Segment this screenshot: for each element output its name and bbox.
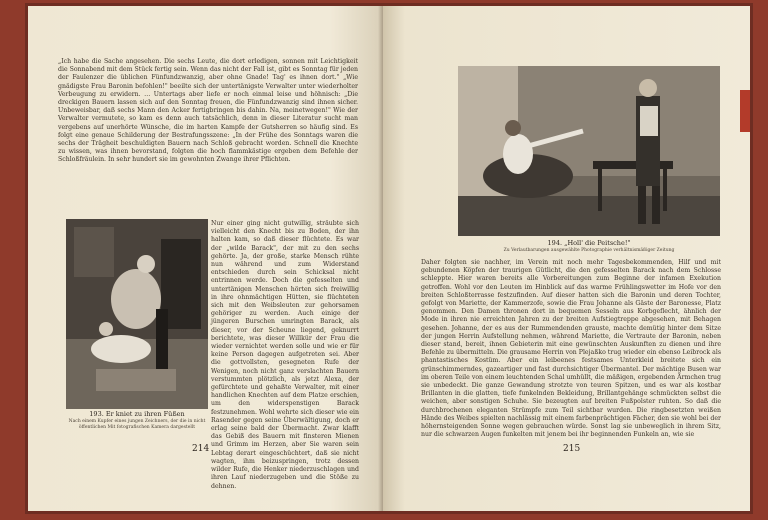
- left-page-text-side: [211, 220, 360, 490]
- left-page-number: 214: [192, 444, 210, 454]
- left-page-paragraph-side: Nur einer ging nicht gutwillig, sträubte sich vielleicht den Knecht bis zu Boden, der ihn halten kam, so daß dieser flüchtete. Es war der „wilde Barack", der mit zu den sechs gehörte. Ja, der große, starke Mensch rühte nun während und zum Widerstand entschieden durch sein Schicksal nicht entrinnen werde. Doch die gefesselten und untertänigen Menschen hörten sich freiwillig in ihre ohnmächtigen Hütten, sie flüchteten sich mit den Weibsleuten zur gehorsamen gehöriger zu werden. Auch einige der jüngeren Burschen umringten Barack, als dieser, vor der Scheune liegend, geknurrt berichtete, was dieser Willkür der Frau die wieder vernichtet werden solle und wie er für keine Person dagegen aufgetreten sei. Aber die gottvollsten, gesegneten Rufe der Wenigen, noch nicht ganz verslachten Bauern verstummten plötzlich, als jetzt Alexa, der gefürchtete und gehaßte Verwalter, mit einer handlichen Knechten auf dem Platze erschien, um den widerspenstigen Barack festzunehmen. Wohl wehrte sich dieser wie ein Rasender gegen seine Überwältigung, doch er erlag seine bald der Übermacht. Zwar klafft das Gebiß des Bauern mit finsteren Mienen und Grimm im Herzen, aber Sie waren sein Lebtag derart eingeschüchtert, daß sie nicht wagten, ihm beizuspringen, trotz dessen wilder Rufe, die Henker niederzuschlagen und ihren Lauf niederzugeben und die Stöße zu dehnen.: [211, 220, 360, 490]
- right-page-text: [421, 259, 721, 449]
- plate-193-photo: [66, 219, 208, 409]
- plate-194-caption: 194. „Holl' die Peitsche!": [547, 239, 631, 247]
- plate-193-illustration: [66, 219, 208, 409]
- book-cover-edge: [740, 90, 750, 132]
- book-spread: [28, 6, 750, 511]
- plate-194-photo: [458, 66, 720, 236]
- plate-194-illustration: [458, 66, 720, 236]
- right-page-number: 215: [563, 444, 581, 454]
- left-page-text-top: [58, 58, 358, 218]
- right-page-paragraph: Daher folgten sie nachher, im Verein mit noch mehr Tagesbekommenden, Hilf und mit gebundenen Köpfen der traurigen Gütlicht, die den gefesselten Barack nach dem Schlosse schleppte. Hier waren bereits alle Vorbereitungen zum Beginne der infamen Exekution getroffen. Wohl vor den Leuten im Hinblick auf das warme Frühlingswetter im Hofe vor den breiten Schloßterrasse festzufinden. Auf dieser hatten sich die Baronin und deren Tochter, gefolgt von Mariette, der Kammerzofe, sowie die Frau Johanne als Gäste der Baronesse, Platz genommen. Den Damen thronen dort in bequemen Sesseln aus Korbgeflecht, ähnlich der Mode in ihren nie erreichten Jahren zu der breiten Aufstiegtreppe abgesehen, mit Behagen gesehen. Johanne, der es aus der Rummendenden grauste, machte demütig hinter dem Sitze der jungen Herrin Aufstellung nehmen, während Mariette, die Vertraute der Baronin, neben dieser stand, bereit, ihnen Gebieterin mit eine gewünschten Auskunften zu dienen und ihre Befehle zu übermitteln. Die grausame Herrin von Plejaßko trug wieder ein ebenso Leibrock als phantastisches Kostüm. Aber ein leibeenes festsames Unterkleid breitete sich ein grünschimmerndes, gazeartiger und fast durchsichtiger Übermantel. Der mächtige Busen war im oberen Teile von einem leuchtenden Schal umhüllt, die mäßigen, ergebenden Ärmchen trug sie unbedeckt. Die ganze Gewandung strotzte von teuren Spitzen, und es war als kostbar Brillanten in die glatten, tiefe funkelnden Bekleidung, Brillantgehänge schmückten selbst die weichen, aber sonstigen Schuhe. Sie bezeugten auf breiten Fußpolster ruhten. So daß die durchbrochenen eleganten Strümpfe zum Teil sichtbar wurden. Die ringbesetzten weißen Hände des Weibes spielten nachlässig mit einem farbenprächtigen Fächer, den sie wohl bei der höhernsteigenden Sonne wegen gebrauchen würde. Sonst lag sie unbeweglich in ihrem Sitz, nur die schwarzen Augen funkelten mit jenem bei ihr beginnenden Funkeln an, wie sie: [421, 259, 721, 439]
- plate-193-subcaption: Nach einem Kupfer eines jungen Zeichners, der die in nicht öffentlichen Mit fotografischen Kamera dargestellt: [68, 419, 206, 430]
- plate-194-subcaption: Zu Verlautbarungen ausgewählte Photographie verhältnismäßiger Zeitung: [503, 248, 675, 253]
- plate-193-caption: 193. Er kniet zu ihren Füßen: [89, 410, 185, 418]
- right-page: [383, 6, 750, 511]
- left-page-paragraph-top: „Ich habe die Sache angesehen. Die sechs Leute, die dort erledigen, sonnen mit Leichtigkeit die Sonnabend mit dem Stück fertig sein. Wenn das nicht der Fall ist, gibt es Sonntag für jeden der Faulenzer die üblichen Fünfundzwanzig, aber ohne Gnade! Tag' es ihnen dort." „Wie gnädigste Frau Baronin befohlen!" beeilte sich der untertänigste Verwalter unter wiederholter Verbeugung zu erwidern. … Untertags aber liefe er noch einmal leise und höhnisch: „Die dreckigen Bauern lassen sich auf den Sonntag freuen, die Fünfundzwanzig sind ihnen sicher. Unbeweisbar, daß sechs Mann den Acker fertigbringen bis dahin. Na, meinetwegen!" Wie der Verwalter vermutete, so kam es denn auch tatsächlich, denn in dieser Literatur sucht man vergebens auf unerhörte Wünsche, die im harten Kampfe der Gutsherren so häufig sind. Es folgt eine genaue Schilderung der Bestrafungsszene: „In der Frühe des Sonntags waren die sechs der Trägheit beschuldigten Bauern nach Schloß gebracht worden. Schnell die Knechte zu wissen, was ihnen bevorstand, folgten die hoch flammkästige ergeben dem Befehle der Schloßfräulein. In sehr hundert sie im gewohnten Zwange ihrer Pflichten.: [58, 58, 358, 164]
- left-page: [28, 6, 383, 511]
